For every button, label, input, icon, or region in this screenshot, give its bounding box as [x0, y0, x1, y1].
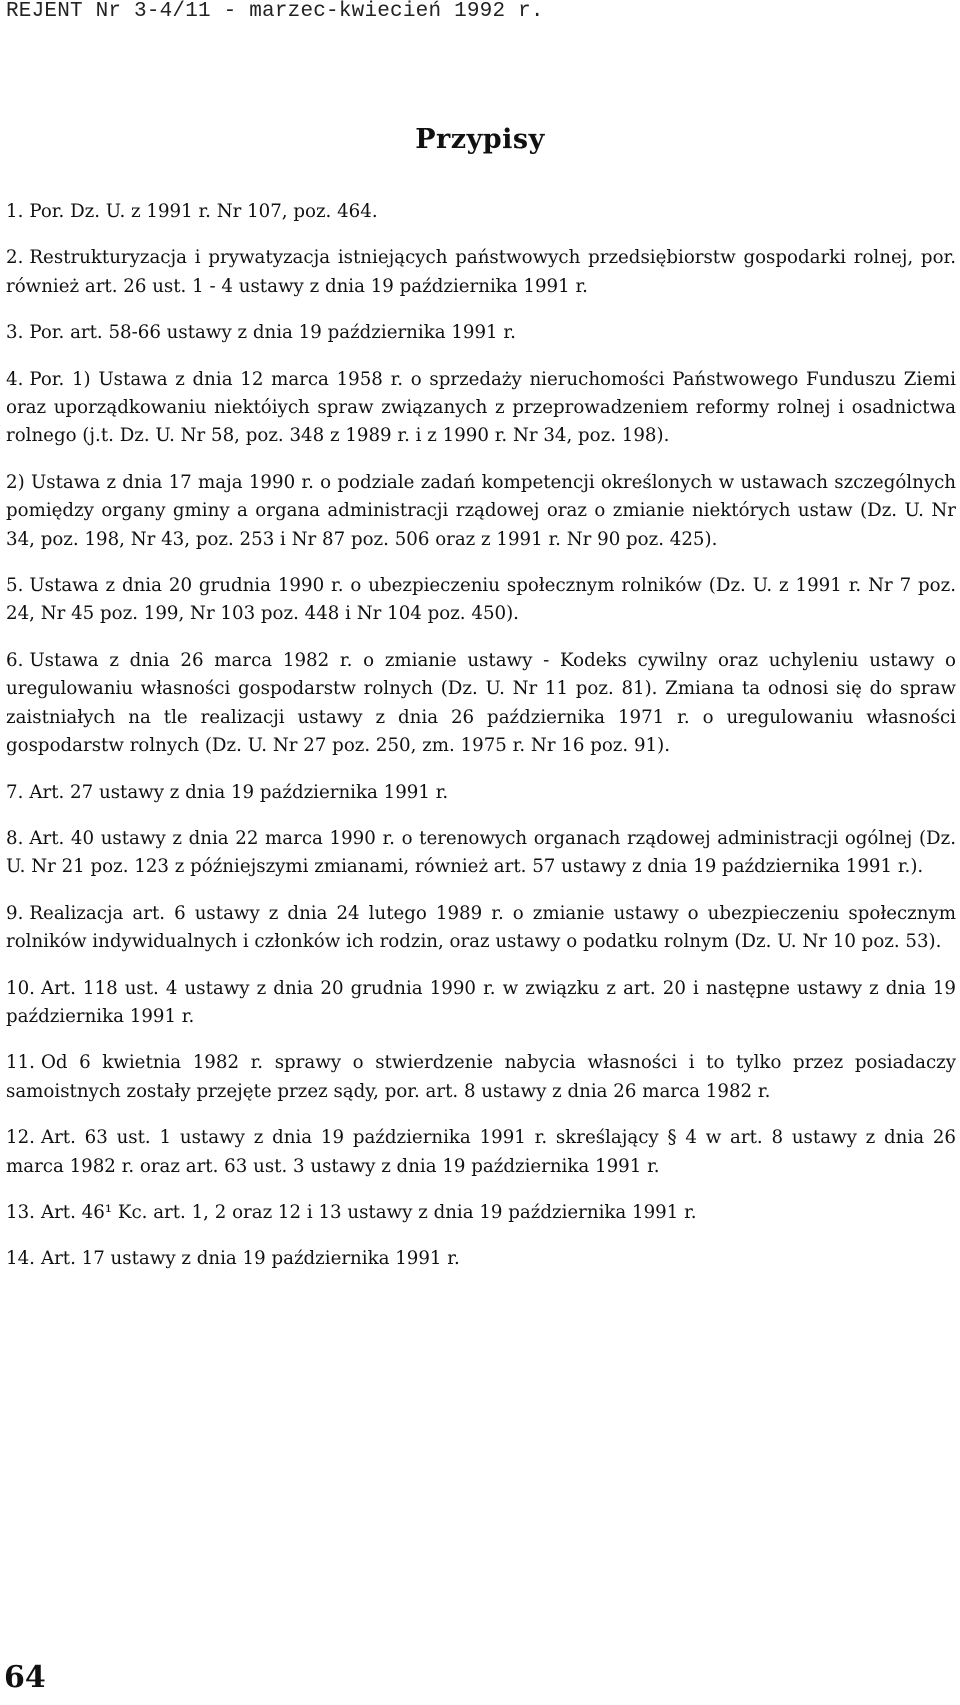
footnote-text: Art. 46¹ Kc. art. 1, 2 oraz 12 i 13 ustawy z dnia 19 października 1991 r. [40, 1201, 697, 1223]
footnote-12 [6, 1124, 956, 1181]
footnote-number: 14. [6, 1248, 35, 1270]
footnote-11 [6, 1049, 956, 1106]
page-number: 64 [4, 1660, 46, 1695]
footnote-text: Od 6 kwietnia 1982 r. sprawy o stwierdzenie nabycia własności i to tylko przez posiadaczy samoistnych zostały przejęte przez sądy, por. art. 8 ustawy z dnia 26 marca 1982 r. [6, 1052, 956, 1102]
page-title: Przypisy [415, 124, 545, 155]
footnote-number: 5. [6, 575, 24, 597]
footnote-text: Por. 1) Ustawa z dnia 12 marca 1958 r. o sprzedaży nieruchomości Państwowego Funduszu Ziemi oraz uporządkowaniu niektóiych spraw związanych z przeprowadzeniem reformy rolnej i osadnictwa rolnego (j.t. Dz. U. Nr 58, poz. 348 z 1989 r. i z 1990 r. Nr 34, poz. 198). [6, 368, 956, 447]
footnote-9 [6, 900, 956, 957]
footnote-number: 4. [6, 368, 24, 390]
footnote-14 [6, 1245, 956, 1273]
footnote-text: Art. 118 ust. 4 ustawy z dnia 20 grudnia 1990 r. w związku z art. 20 i następne ustawy z dnia 19 października 1991 r. [6, 977, 956, 1027]
footnote-text: Ustawa z dnia 26 marca 1982 r. o zmianie ustawy - Kodeks cywilny oraz uchyleniu ustawy o uregulowaniu własności gospodarstw rolnych (Dz. U. Nr 11 poz. 81). Zmiana ta odnosi się do spraw zaistniałych na tle realizacji ustawy z dnia 26 października 1971 r. o uregulowaniu własności gospodarstw rolnych (Dz. U. Nr 27 poz. 250, zm. 1975 r. Nr 16 poz. 91). [6, 649, 956, 757]
footnote-text: Ustawa z dnia 20 grudnia 1990 r. o ubezpieczeniu społecznym rolników (Dz. U. z 1991 r. Nr 7 poz. 24, Nr 45 poz. 199, Nr 103 poz. 448 i Nr 104 poz. 450). [6, 575, 956, 625]
footnote-text: Restrukturyzacja i prywatyzacja istniejących państwowych przedsiębiorstw gospodarki rolnej, por. również art. 26 ust. 1 - 4 ustawy z dnia 19 października 1991 r. [6, 247, 956, 297]
footnote-6 [6, 647, 956, 761]
footnote-1 [6, 198, 956, 226]
footnote-text: Por. Dz. U. z 1991 r. Nr 107, poz. 464. [29, 201, 378, 222]
footnote-text: Realizacja art. 6 ustawy z dnia 24 lutego 1989 r. o zmianie ustawy o ubezpieczeniu społecznym rolników indywidualnych i członków ich rodzin, oraz ustawy o podatku rolnym (Dz. U. Nr 10 poz. 53). [6, 902, 956, 953]
footnote-2 [6, 244, 956, 301]
footnote-number: 12. [6, 1127, 35, 1149]
footnote-number: 13. [6, 1201, 35, 1223]
footnote-3 [6, 319, 956, 347]
footnote-number: 1. [6, 201, 24, 222]
footnote-5 [6, 572, 956, 629]
footnote-number: 2. [6, 247, 24, 269]
footnote-8 [6, 825, 956, 882]
running-header: REJENT Nr 3-4/11 - marzec-kwiecień 1992 r. [6, 0, 544, 23]
footnote-text: 2) Ustawa z dnia 17 maja 1990 r. o podziale zadań kompetencji określonych w ustawach szczególnych pomiędzy organy gminy a organa administracji rządowej oraz o zmianie niektórych ustaw (Dz. U. Nr 34, poz. 198, Nr 43, poz. 253 i Nr 87 poz. 506 oraz z 1991 r. Nr 90 poz. 425). [6, 471, 956, 550]
footnote-text: Art. 40 ustawy z dnia 22 marca 1990 r. o terenowych organach rządowej administracji ogólnej (Dz. U. Nr 21 poz. 123 z późniejszymi zmianami, również art. 57 ustawy z dnia 19 października 1991 r.). [6, 827, 956, 878]
footnote-text: Por. art. 58-66 ustawy z dnia 19 października 1991 r. [29, 322, 516, 344]
footnote-text: Art. 17 ustawy z dnia 19 października 1991 r. [40, 1248, 460, 1270]
footnote-number: 8. [6, 827, 24, 849]
footnote-number: 11. [6, 1052, 35, 1074]
footnote-4 [6, 366, 956, 451]
footnote-13 [6, 1199, 956, 1227]
footnote-number: 7. [6, 781, 24, 803]
footnote-number: 9. [6, 902, 24, 924]
footnote-text: Art. 63 ust. 1 ustawy z dnia 19 października 1991 r. skreślający § 4 w art. 8 ustawy z dnia 26 marca 1982 r. oraz art. 63 ust. 3 ustawy z dnia 19 października 1991 r. [6, 1127, 956, 1177]
footnote-4-part-2 [6, 469, 956, 554]
footnote-number: 3. [6, 322, 24, 344]
footnote-7 [6, 779, 956, 807]
footnotes-list [6, 198, 956, 1292]
footnote-number: 6. [6, 649, 24, 671]
footnote-number: 10. [6, 977, 35, 999]
footnote-text: Art. 27 ustawy z dnia 19 października 1991 r. [29, 781, 449, 803]
footnote-10 [6, 975, 956, 1032]
